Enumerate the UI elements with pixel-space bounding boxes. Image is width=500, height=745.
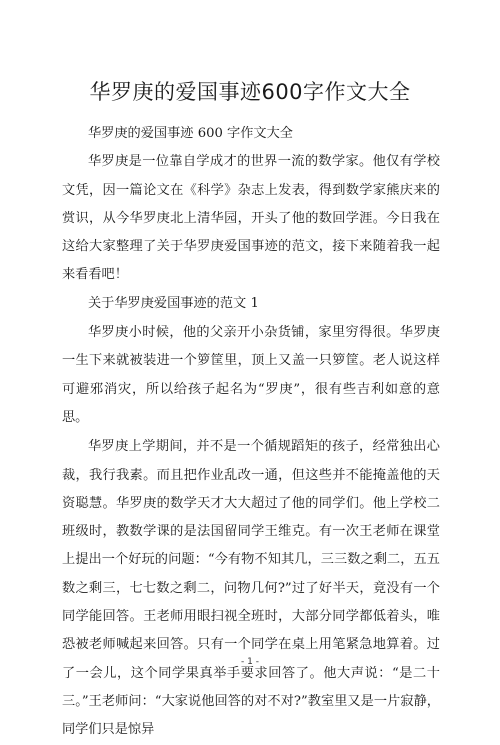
document-title: 华罗庚的爱国事迹600字作文大全 (89, 80, 411, 104)
page-number: - 1 - (241, 657, 259, 667)
paragraph-intro: 华罗庚是一位靠自学成才的世界一流的数学家。他仅有学校文凭，因一篇论文在《科学》杂志上发表，得到数学家熊庆来的赏识，从今华罗庚北上清华园，开头了他的数回学涯。今日我在这给大家整理了关于华罗庚爱国事迹的范文，接下来随着我一起来看看吧！ (62, 154, 440, 283)
paragraph-childhood: 华罗庚小时候，他的父亲开小杂货铺，家里穷得很。华罗庚一生下来就被装进一个箩筐里，顶上又盖一只箩筐。老人说这样可避邪消灾，所以给孩子起名为“罗庚”，很有些吉利如意的意思。 (62, 325, 440, 425)
paragraph-section-heading: 关于华罗庚爱国事迹的范文 1 (88, 295, 259, 311)
document-body (62, 120, 440, 745)
paragraph-subtitle: 华罗庚的爱国事迹 600 字作文大全 (88, 126, 293, 141)
paragraph-school: 华罗庚上学期间，并不是一个循规蹈矩的孩子，经常独出心裁，我行我素。而且把作业乱改一通，但这些并不能掩盖他的天资聪慧。华罗庚的数学天才大大超过了他的同学们。他上学校二班级时，教数学课的是法国留同学王维克。有一次王老师在课堂上提出一个好玩的问题：“今有物不知其几，三三数之剩二，五五数之剩三，七七数之剩二，问物几何?”过了好半天，竟没有一个同学能回答。王老师用眼扫视全班时，大部分同学都低着头，唯恐被老师喊起来回答。只有一个同学在桌上用笔紧急地算着。过了一会儿，这个同学果真举手要求回答了。他大声说：“是二十三。”王老师问：“大家说他回答的对不对?”教室里又是一片寂静，同学们只是惊异 (62, 439, 440, 738)
